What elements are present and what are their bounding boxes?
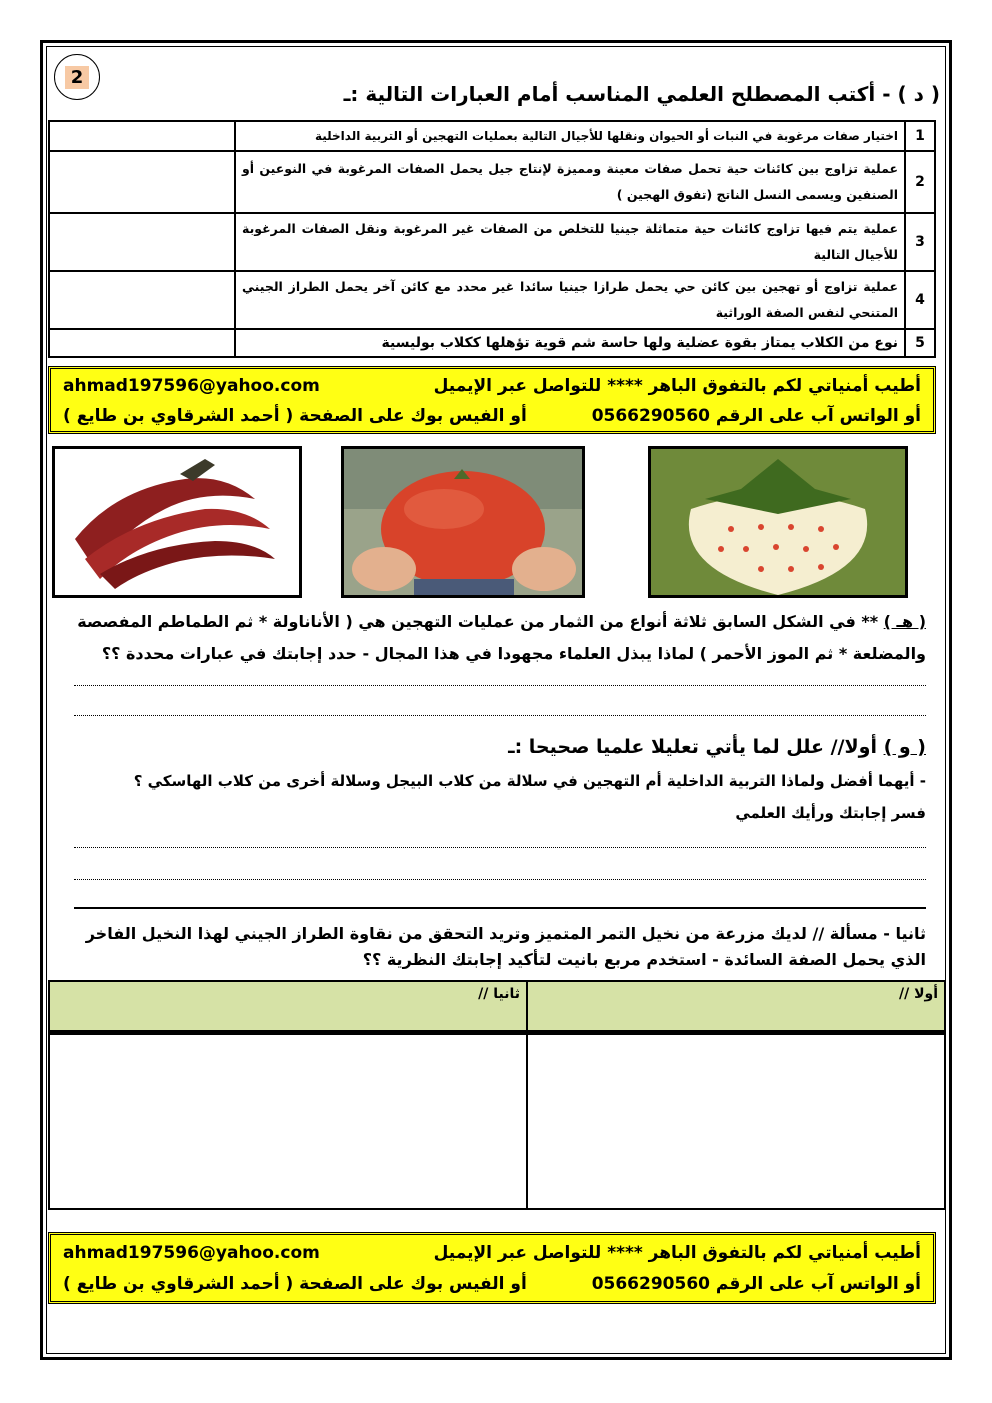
row-number: 2 (905, 151, 935, 213)
table-row (49, 151, 935, 213)
row-description: عملية تزاوج بين كائنات حية تحمل صفات معينة ومميزة لإنتاج جيل يحمل الصفات المرغوبة في النوعين أو الصنفين ويسمى النسل الناتج (تفوق الهجين ) (235, 151, 905, 213)
banner-facebook: أو الفيس بوك على الصفحة ( أحمد الشرقاوي بن طايع ) (63, 1274, 527, 1294)
pineberry-image (651, 449, 905, 595)
answer-line[interactable] (74, 684, 926, 686)
section-h-line1 (66, 612, 926, 631)
contact-banner-bottom (48, 1232, 936, 1304)
section-second-line1: ثانيا - مسألة // لديك مزرعة من نخيل التمر المتميز وتريد التحقق من نقاوة الطراز الجيني لهذا النخيل الفاخر (85, 924, 926, 943)
section-w-line2: فسر إجابتك ورأيك العلمي (735, 804, 926, 822)
grid-header-second (48, 980, 528, 1032)
row-number: 1 (905, 121, 935, 151)
divider-line (74, 906, 926, 909)
answer-line[interactable] (74, 714, 926, 716)
row-number: 4 (905, 271, 935, 329)
grid-answer-second[interactable] (48, 1032, 528, 1210)
row-description: اختيار صفات مرغوبة في النبات أو الحيوان ونقلها للأجيال التالية بعمليات التهجين أو التربية الداخلية (235, 121, 905, 151)
banner-email: ahmad197596@yahoo.com (63, 1243, 320, 1263)
banner-whatsapp: أو الواتس آب على الرقم 0566290560 (591, 1274, 921, 1294)
answer-line[interactable] (74, 846, 926, 848)
table-row (49, 121, 935, 151)
row-description: عملية يتم فيها تزاوج كائنات حية متماثلة جينيا للتخلص من الصفات غير المرغوبة ونقل الصفات المرغوبة للأجيال التالية (235, 213, 905, 271)
banner-wish: أطيب أمنياتي لكم بالتفوق الباهر **** للتواصل عبر الإيميل (433, 376, 921, 396)
table-row (49, 213, 935, 271)
section-w-title-line (66, 736, 926, 758)
answer-grid (48, 980, 946, 1210)
section-w-title: أولا// علل لما يأتي تعليلا علميا صحيحا :ـ (508, 736, 884, 758)
answer-cell[interactable] (49, 329, 235, 357)
terms-table (48, 120, 936, 358)
red-banana-photo (52, 446, 302, 598)
banner-email: ahmad197596@yahoo.com (63, 376, 320, 396)
table-row (49, 271, 935, 329)
banner-wish: أطيب أمنياتي لكم بالتفوق الباهر **** للتواصل عبر الإيميل (433, 1243, 921, 1263)
row-number: 3 (905, 213, 935, 271)
banner-whatsapp: أو الواتس آب على الرقم 0566290560 (591, 406, 921, 426)
pineberry-photo (648, 446, 908, 598)
section-d-title: ( د ) - أكتب المصطلح العلمي المناسب أمام العبارات التالية :ـ (343, 82, 940, 106)
section-w-line1: - أيهما أفضل ولماذا التربية الداخلية أم التهجين في سلالة من كلاب البيجل وسلالة أخرى من كلاب الهاسكي ؟ (133, 772, 926, 790)
grid-header-first (526, 980, 946, 1032)
grid-second-label: ثانيا // (478, 986, 520, 1002)
answer-line[interactable] (74, 878, 926, 880)
grid-first-label: أولا // (898, 986, 938, 1002)
contact-banner-top (48, 366, 936, 434)
answer-cell[interactable] (49, 121, 235, 151)
section-w-label: ( و ) (883, 736, 926, 758)
giant-tomato-photo (341, 446, 585, 598)
grid-answer-first[interactable] (526, 1032, 946, 1210)
answer-cell[interactable] (49, 151, 235, 213)
row-description: عملية تزاوج أو تهجين بين كائن حي يحمل طرازا جينيا سائدا غير محدد مع كائن آخر يحمل الطراز الجيني المتنحي لنفس الصفة الوراثية (235, 271, 905, 329)
page-number: 2 (65, 66, 90, 89)
page-number-badge (54, 54, 100, 100)
row-description: نوع من الكلاب يمتاز بقوة عضلية ولها حاسة شم قوية تؤهلها ككلاب بوليسية (235, 329, 905, 357)
answer-cell[interactable] (49, 271, 235, 329)
section-second-line2: الذي يحمل الصفة السائدة - استخدم مربع بانيت لتأكيد إجابتك النظرية ؟؟ (362, 950, 926, 969)
section-h-line2: والمضلعة * ثم الموز الأحمر ) لماذا يبذل العلماء مجهودا في هذا المجال - حدد إجابتك في عبارات محددة ؟؟ (101, 644, 926, 663)
red-banana-image (55, 449, 299, 595)
table-row (49, 329, 935, 357)
giant-tomato-image (344, 449, 582, 595)
section-h-label: ( هـ ) (883, 612, 926, 631)
banner-facebook: أو الفيس بوك على الصفحة ( أحمد الشرقاوي بن طايع ) (63, 406, 527, 426)
row-number: 5 (905, 329, 935, 357)
answer-cell[interactable] (49, 213, 235, 271)
section-h-text1: ** في الشكل السابق ثلاثة أنواع من الثمار من عمليات التهجين هي ( الأناناولة * ثم الطماطم المفصصة (77, 612, 884, 631)
